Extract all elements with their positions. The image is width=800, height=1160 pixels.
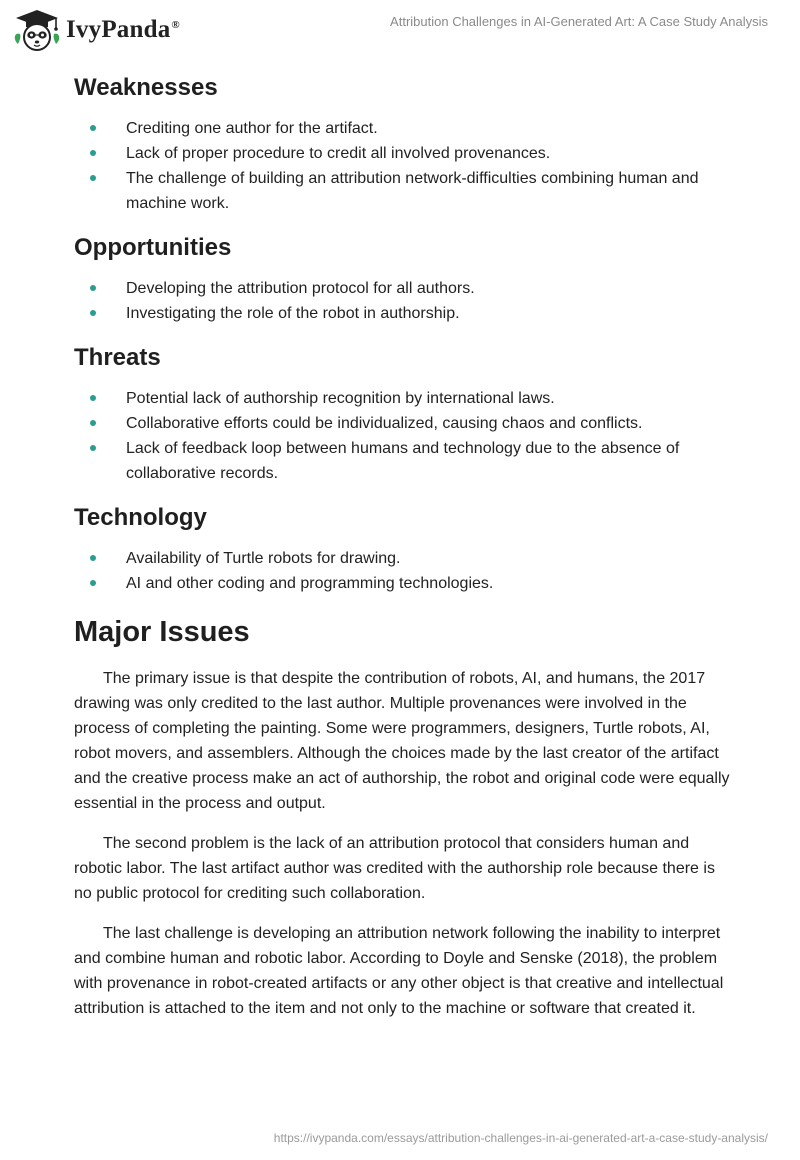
section-opportunities xyxy=(74,232,734,326)
page-header xyxy=(0,0,800,60)
section-heading: Technology xyxy=(74,504,207,531)
bullet-icon xyxy=(90,150,96,156)
list-item-text: Collaborative efforts could be individualized, causing chaos and conflicts. xyxy=(126,415,643,432)
major-issues-heading: Major Issues xyxy=(74,616,250,648)
bullet-list xyxy=(74,276,734,326)
list-item xyxy=(74,166,734,216)
registered-mark: ® xyxy=(171,18,180,31)
list-item-text: Crediting one author for the artifact. xyxy=(126,120,378,137)
bullet-icon xyxy=(90,420,96,426)
bullet-icon xyxy=(90,175,96,181)
panda-graduate-icon xyxy=(12,8,62,52)
section-technology xyxy=(74,502,734,596)
bullet-icon xyxy=(90,310,96,316)
bullet-icon xyxy=(90,555,96,561)
bullet-list xyxy=(74,386,734,486)
bullet-icon xyxy=(90,580,96,586)
list-item xyxy=(74,276,734,301)
list-item-text: Lack of feedback loop between humans and technology due to the absence of collaborative records. xyxy=(126,440,680,482)
bullet-icon xyxy=(90,395,96,401)
paragraph: The last challenge is developing an attribution network following the inability to interpret and combine human and robotic labor. According to Doyle and Senske (2018), the problem with provenance in robot-created artifacts or any other object is that creative and intellectual attribution is attached to the item and not only to the machine or software that created it. xyxy=(74,925,724,1017)
list-item xyxy=(74,386,734,411)
list-item-text: AI and other coding and programming technologies. xyxy=(126,575,494,592)
bullet-icon xyxy=(90,285,96,291)
list-item xyxy=(74,301,734,326)
bullet-list xyxy=(74,546,734,596)
list-item-text: Potential lack of authorship recognition by international laws. xyxy=(126,390,555,407)
list-item-text: Availability of Turtle robots for drawing. xyxy=(126,550,401,567)
list-item-text: Lack of proper procedure to credit all involved provenances. xyxy=(126,145,551,162)
paragraph: The second problem is the lack of an attribution protocol that considers human and robotic labor. The last artifact author was credited with the authorship role because there is no public protocol for crediting such collaboration. xyxy=(74,835,715,902)
list-item xyxy=(74,141,734,166)
list-item xyxy=(74,436,734,486)
logo-wordmark: IvyPanda® xyxy=(66,16,180,43)
source-url-link[interactable]: https://ivypanda.com/essays/attribution-challenges-in-ai-generated-art-a-case-study-analysis/ xyxy=(273,1131,768,1145)
paragraph: The primary issue is that despite the contribution of robots, AI, and humans, the 2017 drawing was only credited to the last author. Multiple provenances were involved in the process of completing the painting. Some were programmers, designers, Turtle robots, AI, robot movers, and assemblers. Although the choices made by the last creator of the artifact and the creative process make an act of authorship, the robot and original code were equally essential in the process and output. xyxy=(74,670,730,812)
list-item xyxy=(74,116,734,141)
bullet-icon xyxy=(90,445,96,451)
section-threats xyxy=(74,342,734,486)
section-major-issues xyxy=(74,612,734,1021)
list-item xyxy=(74,546,734,571)
list-item-text: Developing the attribution protocol for all authors. xyxy=(126,280,475,297)
section-heading: Threats xyxy=(74,344,161,371)
list-item xyxy=(74,411,734,436)
list-item-text: Investigating the role of the robot in authorship. xyxy=(126,305,460,322)
document-title: Attribution Challenges in AI-Generated Art: A Case Study Analysis xyxy=(390,14,768,29)
list-item-text: The challenge of building an attribution network-difficulties combining human and machine work. xyxy=(126,170,699,212)
section-weaknesses xyxy=(74,72,734,216)
section-heading: Weaknesses xyxy=(74,74,218,101)
list-item xyxy=(74,571,734,596)
article-body xyxy=(74,72,734,1036)
bullet-list xyxy=(74,116,734,216)
ivypanda-logo[interactable] xyxy=(12,8,180,52)
bullet-icon xyxy=(90,125,96,131)
section-heading: Opportunities xyxy=(74,234,232,261)
